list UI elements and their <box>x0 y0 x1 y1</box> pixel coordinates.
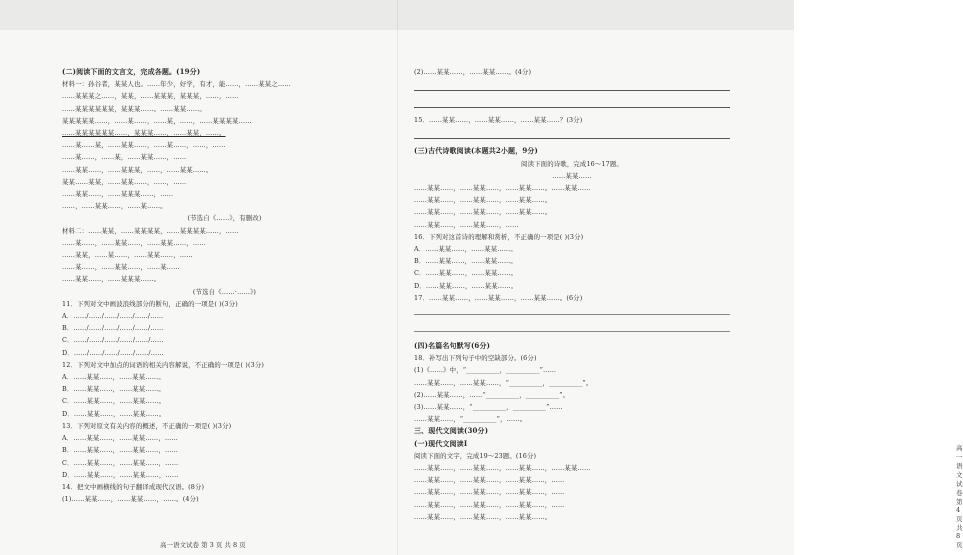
text-line: ……某……，……某某……，……某某……，…… <box>62 238 206 247</box>
answer-line <box>414 323 730 332</box>
text-line: B．……某某……，……某某……。 <box>414 257 517 266</box>
text-line: D．……某某……，……某某……。 <box>62 409 166 418</box>
text-line: ……某某某之……，某某，……某某某，某某某，……，…… <box>62 92 239 101</box>
text-line: ……某某……，……某某某，……，……某某……。 <box>62 165 213 174</box>
text-line: C．……某某……，……某某……。 <box>414 269 518 278</box>
text-line: 17．……某某……，……某某……，……某某……。(6分) <box>414 293 583 302</box>
text-line: 14．把文中画横线的句子翻译成现代汉语。(8分) <box>62 482 205 491</box>
text-line: ……某某……，……某某某……。 <box>62 275 161 284</box>
scan-margin-top <box>0 0 794 30</box>
text-line: 18．补写出下列句子中的空缺部分。(6分) <box>414 354 537 363</box>
text-line: (2)……某某……，……某某……。(4分) <box>414 68 532 76</box>
text-line: 12．下列对文中加点的词语的相关内容解说，不正确的一项是( )(3分) <box>62 360 264 369</box>
text-line: ……某某，……某……，……某某……，…… <box>62 251 193 260</box>
text-line: (3)……某某……，“__________，__________”…… <box>414 403 563 412</box>
text-line: B．……某某……，……某某……。 <box>62 385 165 394</box>
text-line: ……某某……，……某某……，……某某……。 <box>414 196 552 205</box>
text-line: B．……某某……，……某某……，…… <box>62 446 179 455</box>
answer-line <box>414 97 730 108</box>
right-page-footer: 高一语文试卷 第 4 页 共 8 页 <box>956 444 963 549</box>
text-line: 某某……某某，……某某……，……，…… <box>62 177 187 186</box>
text-line: ……某某……，……某某……，……某某……，…… <box>414 488 565 497</box>
answer-line <box>414 80 730 91</box>
text-line: C．……/……/……/……/……/…… <box>62 336 164 345</box>
left-page-footer: 高一语文试卷 第 3 页 共 8 页 <box>160 541 246 549</box>
text-line: ……某某……，……某某……，…… <box>414 220 519 229</box>
text-line: D．……/……/……/……/……/…… <box>62 348 164 357</box>
text-line: (2)……某某……，……“__________，__________”。 <box>414 390 570 399</box>
text-line: B．……/……/……/……/……/…… <box>62 324 164 333</box>
text-line: D．……某某……，……某某……。 <box>414 281 518 290</box>
text-line: (四)名篇名句默写(6分) <box>414 341 491 351</box>
text-line: (1)……某某……，……某某……，……。(4分) <box>62 495 199 504</box>
text-line: ……某某…… <box>552 171 592 180</box>
text-line: 15．……某某……，……某某……，……某某……？(3分) <box>414 116 583 125</box>
text-line: (1)《……》中，“__________，__________”…… <box>414 366 557 375</box>
text-line: A．……某某……，……某某……。 <box>62 373 165 382</box>
text-line: ……某……，……某某……，……某…… <box>62 263 180 272</box>
text-line: D．……某某……，……某某……，…… <box>62 470 179 479</box>
left-page <box>0 0 397 555</box>
right-page <box>397 0 963 555</box>
text-line: C．……某某……，……某某……，…… <box>62 458 179 467</box>
text-line: ……某某……，……某某……，……某某……。……某某…… <box>414 184 591 193</box>
text-line: (三)古代诗歌阅读(本题共2小题，9分) <box>414 146 538 156</box>
answer-line <box>414 306 730 315</box>
left-text-block <box>62 66 387 505</box>
text-line: 材料二：……某某，……某某某某，……某某某某……，…… <box>62 226 239 235</box>
text-line: ……某某……，……某某……，……某某……。 <box>414 512 552 521</box>
text-line: 材料一：孙谷者，某某人也。……年少，好学，有才，能……，……某某之…… <box>62 80 291 89</box>
text-line: 某某某某某……，……某……，……某，……，……某某某某…… <box>62 116 252 125</box>
text-line: 阅读下面的诗歌，完成16～17题。 <box>521 159 623 168</box>
text-line: ……某某……，……某某……，“__________，__________”。 <box>414 378 593 387</box>
text-line: A．……/……/……/……/……/…… <box>62 312 164 321</box>
text-line: ……某某……，……某某某……，…… <box>62 190 174 199</box>
text-line: (节选自《……》，有删改) <box>187 214 262 223</box>
text-line: ……某某……，……某某……，……某某……，……某某…… <box>414 464 591 473</box>
text-line: A．……某某……，……某某……。 <box>414 245 517 254</box>
text-line: C．……某某……，……某某……。 <box>62 397 166 406</box>
text-line: 阅读下面的文字，完成19～23题。(16分) <box>414 451 537 460</box>
text-line: 11．下列对文中画波浪线部分的断句，正确的一项是( )(3分) <box>62 299 238 308</box>
text-line: (二)阅读下面的文言文，完成各题。(19分) <box>62 67 201 76</box>
right-text-block <box>414 66 730 523</box>
text-line: ……某某某某某某……，某某某……，……某某，……。 <box>62 129 226 138</box>
text-line: (一)现代文阅读Ⅰ <box>414 438 468 448</box>
text-line: ……某……某，……某某……，……某……，……，…… <box>62 141 226 150</box>
text-line: ……某某……，“__________”，……。 <box>414 415 527 424</box>
text-line: 16．下列对这首诗的理解和赏析，不正确的一项是( )(3分) <box>414 232 584 241</box>
text-line: (节选自《……·……》) <box>192 287 257 296</box>
text-line: ……某某……，……某某……，……某某……。 <box>414 208 552 217</box>
text-line: ……，……某某……，……某……。 <box>62 202 167 211</box>
text-line: 13．下列对原文有关内容的概述，不正确的一项是( )(3分) <box>62 421 232 430</box>
text-line: A．……某某……，……某某……，…… <box>62 434 178 443</box>
text-line: ……某某某某某某，某某某……。……某某……。 <box>62 104 206 113</box>
text-line: 三、现代文阅读(30分) <box>414 426 489 436</box>
text-line: ……某某……，……某某……，……某某……，…… <box>414 500 565 509</box>
text-line: ……某某……，……某某……，……某某……，…… <box>414 476 565 485</box>
text-line: ……某……，……某，……某某……，…… <box>62 153 187 162</box>
answer-line <box>414 128 730 139</box>
